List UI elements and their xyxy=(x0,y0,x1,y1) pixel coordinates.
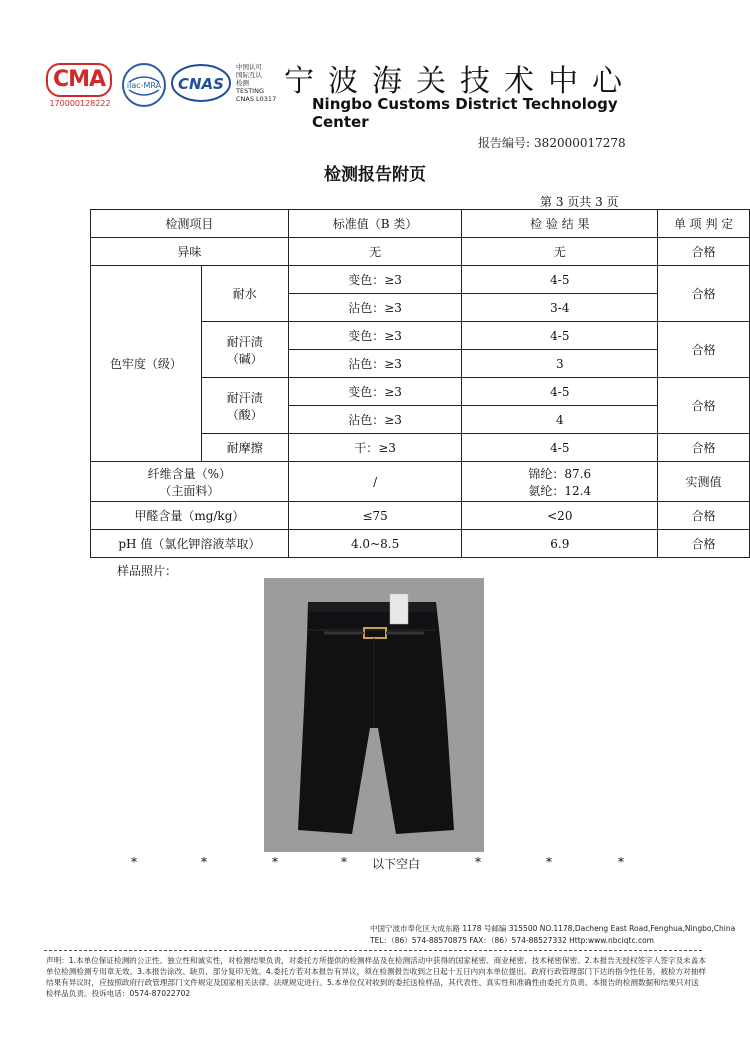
cnas-line: CNAS L0317 xyxy=(236,95,277,103)
cma-number: 170000128222 xyxy=(49,99,111,108)
table-row xyxy=(91,266,750,294)
verdict-cell: 合格 xyxy=(658,530,750,558)
result-cell: 4 xyxy=(462,406,658,434)
standard-cell: / xyxy=(288,462,462,502)
star: * xyxy=(546,855,552,869)
header-item: 检测项目 xyxy=(91,210,289,238)
sample-photo xyxy=(264,578,484,852)
org-name-en: Ningbo Customs District Technology Center xyxy=(312,95,618,131)
footer-notes: 声明：1.本单位保证检测的公正性、独立性和诚实性，对检测结果负责，对委托方所提供的检测样品及在检测活动中获得的国家秘密、商业秘密、技术秘密保密。2.本报告无授权签字人签字及未盖本单位检测检测专用章无效。3.本报告涂改、缺页、部分复印无效。4.委托方若对本报告有异议，须在检测报告收到之日起十五日内向本单位提出。政府行政管理部门下达的指令性任务，被检方对抽样结果有异议时，应按照政府行政管理部门文件规定及国家相关法律、法规规定进行。5.本单位仅对收到的委托送检样品，其代表性、真实性和准确性由委托方负责。本报告的检测数据和结果只对送检样品负责。投诉电话：0574-87022702 xyxy=(46,956,706,998)
table-row-fiber xyxy=(91,462,750,502)
org-name-cn: 宁波海关技术中心 xyxy=(284,64,636,99)
standard-cell: ≤75 xyxy=(288,502,462,530)
result-cell: <20 xyxy=(462,502,658,530)
ilac-mra-text: ilac-MRA xyxy=(126,81,162,90)
star: * xyxy=(618,855,624,869)
odor-verdict: 合格 xyxy=(658,238,750,266)
fiber-item xyxy=(91,462,289,502)
perspiration-label: 耐汗渍 xyxy=(226,334,263,349)
star: * xyxy=(201,855,207,869)
result-cell: 4-5 xyxy=(462,322,658,350)
water-fastness-label: 耐水 xyxy=(232,287,257,301)
result-cell: 4-5 xyxy=(462,378,658,406)
rubbing-fastness: 耐摩擦 xyxy=(201,434,288,462)
standard-cell: 变色：≥3 xyxy=(288,378,462,406)
verdict-cell: 实测值 xyxy=(658,462,750,502)
perspiration-label: 耐汗渍 xyxy=(226,390,263,405)
header-result: 检 验 结 果 xyxy=(462,210,658,238)
report-number-label: 报告编号: xyxy=(478,136,531,150)
fiber-spandex: 氨纶：12.4 xyxy=(528,483,592,498)
perspiration-acid xyxy=(201,378,288,434)
footer-contact: TEL：（86）574-88570875 FAX：（86）574-88527332 Http:www.nbciqtc.com xyxy=(370,936,654,945)
star: * xyxy=(272,855,278,869)
standard-cell: 沾色：≥3 xyxy=(288,294,462,322)
table-header-row xyxy=(91,210,750,238)
blank-marker-line xyxy=(0,855,750,873)
cnas-line: 中国认可 xyxy=(236,63,262,71)
star: * xyxy=(131,855,137,869)
result-cell: 3 xyxy=(462,350,658,378)
fiber-result xyxy=(462,462,658,502)
table-row-ph xyxy=(91,530,750,558)
standard-cell: 4.0~8.5 xyxy=(288,530,462,558)
sample-photo-label: 样品照片： xyxy=(117,564,178,578)
cnas-line: TESTING xyxy=(236,87,264,95)
cnas-line: 国际互认 xyxy=(236,71,262,79)
star: * xyxy=(475,855,481,869)
report-number xyxy=(478,134,630,151)
result-cell: 4-5 xyxy=(462,434,658,462)
table-row-odor xyxy=(91,238,750,266)
perspiration-alkaline xyxy=(201,322,288,378)
fiber-item-sub: （主面料） xyxy=(159,483,220,498)
verdict-cell: 合格 xyxy=(658,378,750,434)
verdict-cell: 合格 xyxy=(658,502,750,530)
footer-divider xyxy=(44,950,702,951)
page-info: 第 3 页共 3 页 xyxy=(540,195,619,209)
odor-result: 无 xyxy=(462,238,658,266)
ph-item: pH 值（氯化钾溶液萃取） xyxy=(91,530,289,558)
standard-cell: 沾色：≥3 xyxy=(288,350,462,378)
colorfastness-label: 色牢度（级） xyxy=(91,266,202,462)
blank-text: 以下空白 xyxy=(372,857,421,871)
standard-cell: 变色：≥3 xyxy=(288,322,462,350)
footer-address: 中国宁波市奉化区大成东路 1178 号邮编 315500 NO.1178,Dacheng East Road,Fenghua,Ningbo,China xyxy=(370,924,736,933)
standard-cell: 沾色：≥3 xyxy=(288,406,462,434)
cma-logo: CMA xyxy=(52,67,106,92)
results-table xyxy=(90,209,750,558)
formaldehyde-item: 甲醛含量（mg/kg） xyxy=(91,502,289,530)
odor-standard: 无 xyxy=(288,238,462,266)
standard-cell: 干：≥3 xyxy=(288,434,462,462)
result-cell: 4-5 xyxy=(462,266,658,294)
ilac-mra-logo xyxy=(121,62,167,108)
verdict-cell: 合格 xyxy=(658,266,750,322)
report-title: 检测报告附页 xyxy=(324,165,426,185)
cnas-line: 检测 xyxy=(236,79,249,87)
table-row-formaldehyde xyxy=(91,502,750,530)
result-cell: 3-4 xyxy=(462,294,658,322)
water-fastness xyxy=(201,266,288,322)
cnas-logo xyxy=(170,63,232,103)
cnas-logo-text: CNAS xyxy=(178,75,224,93)
verdict-cell: 合格 xyxy=(658,322,750,378)
perspiration-type: （碱） xyxy=(226,351,263,366)
report-number-value: 382000017278 xyxy=(534,136,626,150)
perspiration-type: （酸） xyxy=(226,407,263,422)
header-verdict: 单 项 判 定 xyxy=(658,210,750,238)
standard-cell: 变色：≥3 xyxy=(288,266,462,294)
star: * xyxy=(341,855,347,869)
odor-item: 异味 xyxy=(91,238,289,266)
header-standard: 标准值（B 类） xyxy=(288,210,462,238)
fiber-nylon: 锦纶：87.6 xyxy=(528,466,592,481)
result-cell: 6.9 xyxy=(462,530,658,558)
verdict-cell: 合格 xyxy=(658,434,750,462)
fiber-item-label: 纤维含量（%） xyxy=(147,466,232,481)
